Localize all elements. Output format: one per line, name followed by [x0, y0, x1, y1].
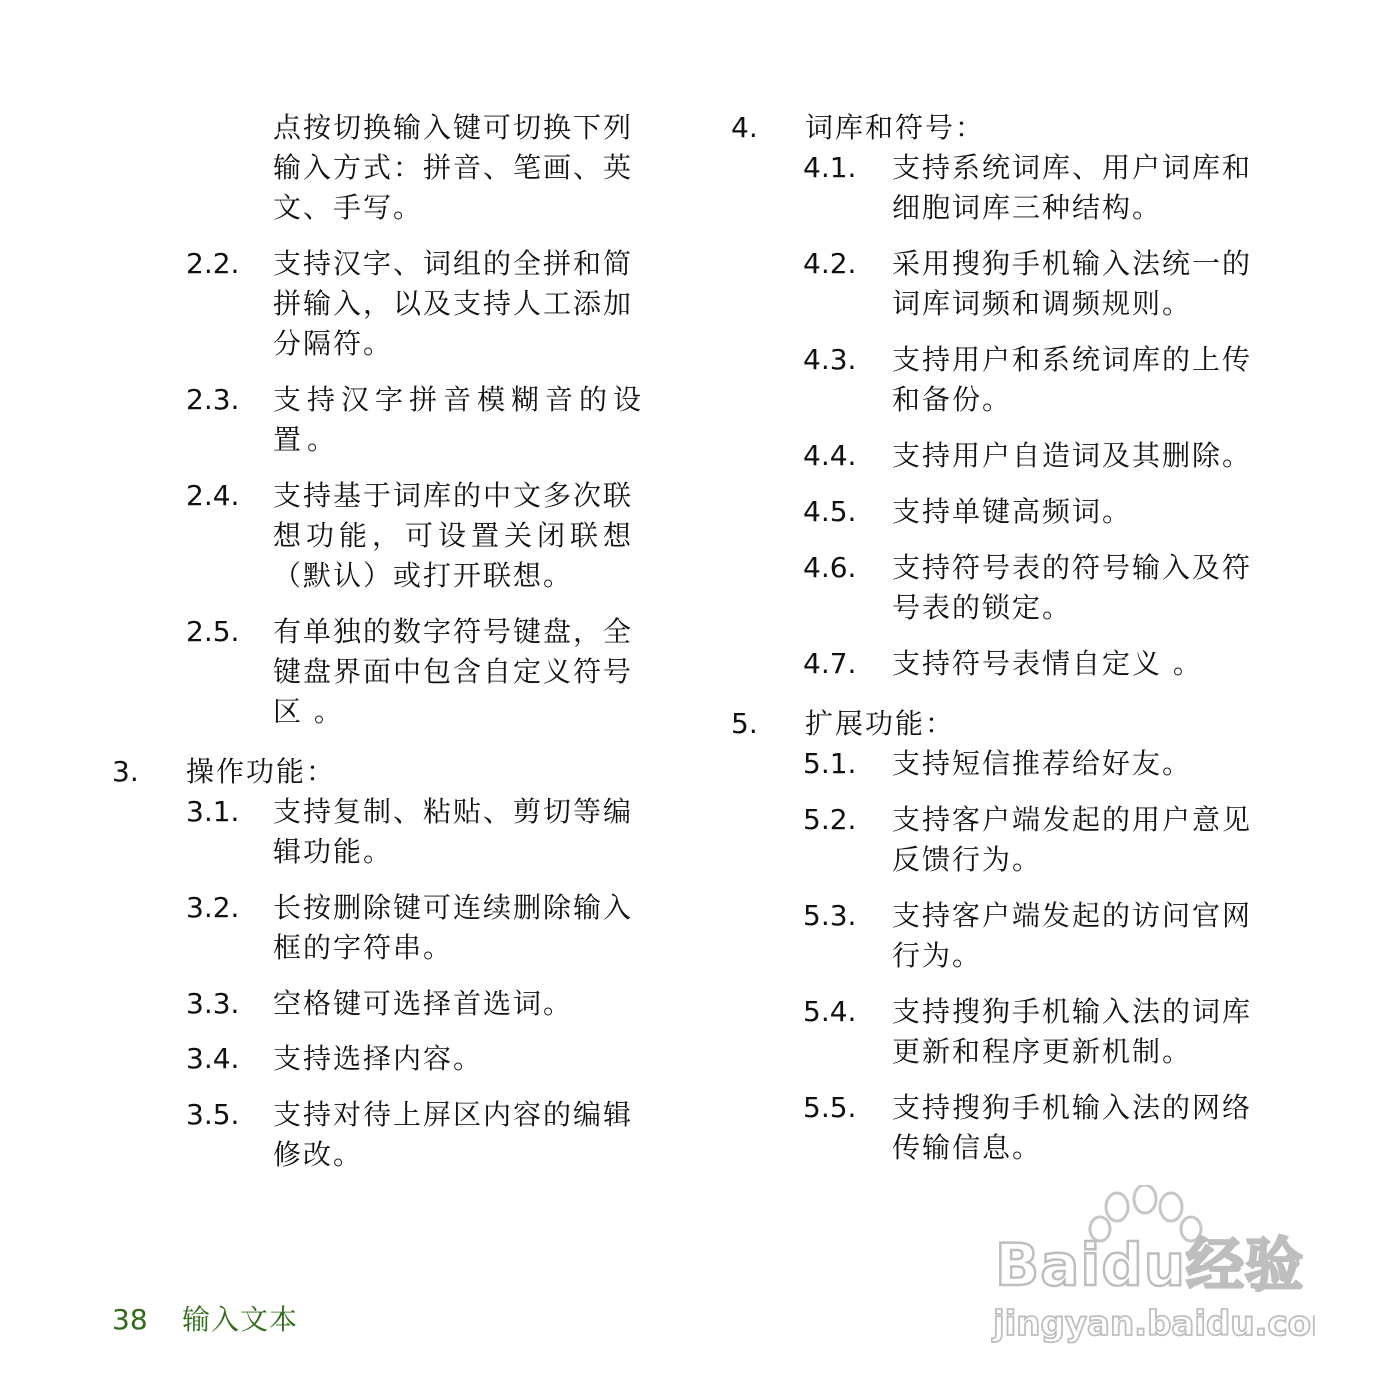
text-line: 文、手写。 — [273, 191, 424, 224]
item-number: 5.5. — [803, 1091, 857, 1124]
item-number: 2.5. — [186, 615, 240, 648]
item-text: 支持汉字拼音模糊音的设 置。 — [273, 383, 648, 456]
item-number: 3.5. — [186, 1098, 240, 1131]
item-text: 支持用户自造词及其删除。 — [892, 439, 1253, 472]
item-text: 支持选择内容。 — [273, 1042, 484, 1075]
item-number: 5.3. — [803, 899, 857, 932]
paw-logo-icon — [985, 1185, 1315, 1345]
section-number: 4. — [731, 111, 758, 144]
item-number: 4.2. — [803, 247, 857, 280]
item-text: 支持搜狗手机输入法的词库 更新和程序更新机制。 — [892, 995, 1253, 1068]
item-text: 支持对待上屏区内容的编辑 修改。 — [273, 1098, 634, 1171]
intro-paragraph — [273, 108, 633, 228]
item-number: 3.4. — [186, 1042, 240, 1075]
item-text: 支持搜狗手机输入法的网络 传输信息。 — [892, 1091, 1253, 1164]
item-number: 2.4. — [186, 479, 240, 512]
section-title: 词库和符号： — [805, 111, 986, 144]
section-number: 5. — [731, 707, 758, 740]
item-number: 4.1. — [803, 151, 857, 184]
item-text: 采用搜狗手机输入法统一的 词库词频和调频规则。 — [892, 247, 1253, 320]
item-text: 支持符号表的符号输入及符 号表的锁定。 — [892, 551, 1253, 624]
item-text: 支持汉字、词组的全拼和简 拼输入，以及支持人工添加 分隔符。 — [273, 247, 634, 360]
item-text: 支持复制、粘贴、剪切等编 辑功能。 — [273, 795, 634, 868]
item-number: 5.1. — [803, 747, 857, 780]
item-number: 2.2. — [186, 247, 240, 280]
item-number: 3.1. — [186, 795, 240, 828]
item-number: 4.5. — [803, 495, 857, 528]
item-number: 5.4. — [803, 995, 857, 1028]
item-number: 4.7. — [803, 647, 857, 680]
item-text: 支持符号表情自定义 。 — [892, 647, 1203, 680]
item-text: 空格键可选择首选词。 — [273, 987, 574, 1020]
item-text: 支持短信推荐给好友。 — [892, 747, 1193, 780]
item-text: 支持系统词库、用户词库和 细胞词库三种结构。 — [892, 151, 1253, 224]
item-number: 2.3. — [186, 383, 240, 416]
item-text: 支持客户端发起的访问官网 行为。 — [892, 899, 1253, 972]
watermark-brand: Baidu经验 — [995, 1231, 1305, 1299]
item-number: 4.6. — [803, 551, 857, 584]
section-number: 3. — [112, 755, 139, 788]
section-title: 扩展功能： — [805, 707, 956, 740]
section-footer-title: 输入文本 — [182, 1303, 299, 1336]
watermark-url: jingyan.baidu.com — [993, 1304, 1315, 1344]
section-title: 操作功能： — [186, 755, 337, 788]
page-number: 38 — [112, 1303, 148, 1336]
item-number: 3.2. — [186, 891, 240, 924]
item-text: 支持基于词库的中文多次联 想功能，可设置关闭联想 （默认）或打开联想。 — [273, 479, 637, 592]
item-number: 3.3. — [186, 987, 240, 1020]
item-number: 4.3. — [803, 343, 857, 376]
item-number: 5.2. — [803, 803, 857, 836]
text-line: 输入方式：拼音、笔画、英 — [273, 151, 634, 184]
item-text: 长按删除键可连续删除输入 框的字符串。 — [273, 891, 634, 964]
item-text: 有单独的数字符号键盘，全 键盘界面中包含自定义符号 区 。 — [273, 615, 634, 728]
text-line: 点按切换输入键可切换下列 — [273, 111, 634, 144]
item-number: 4.4. — [803, 439, 857, 472]
item-text: 支持客户端发起的用户意见 反馈行为。 — [892, 803, 1253, 876]
item-text: 支持用户和系统词库的上传 和备份。 — [892, 343, 1253, 416]
item-text: 支持单键高频词。 — [892, 495, 1133, 528]
baidu-jingyan-watermark — [985, 1185, 1315, 1345]
